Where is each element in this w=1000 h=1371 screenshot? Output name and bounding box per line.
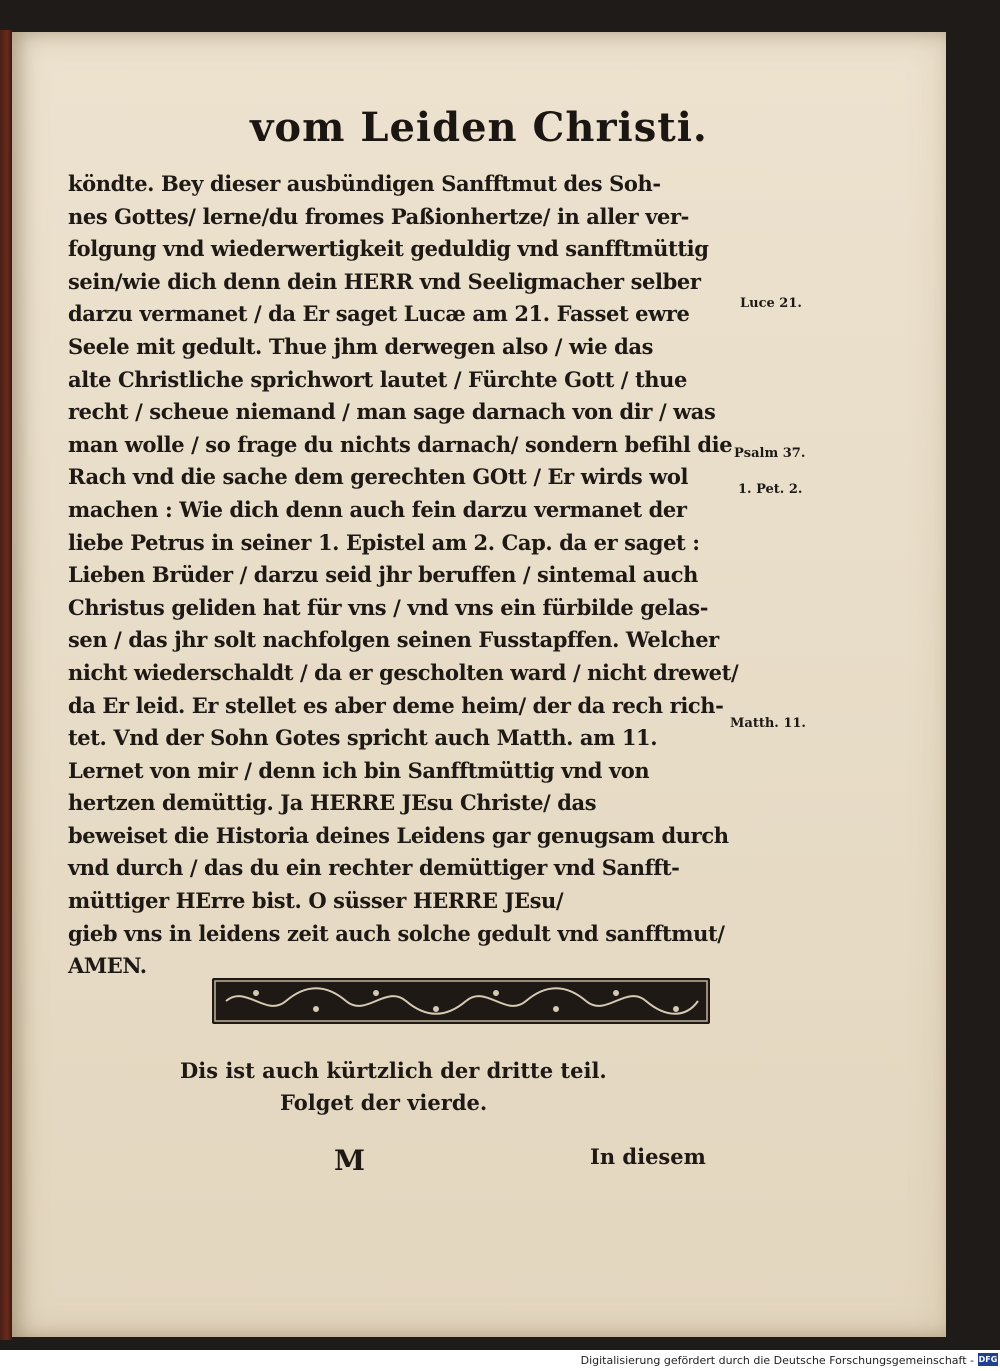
text-line: darzu vermanet / da Er saget Lucæ am 21. Fasset ewre (68, 301, 690, 327)
text-line: folgung vnd wiederwertigkeit geduldig vnd sanfftmüttig (68, 236, 709, 262)
dfg-logo: DFG (978, 1355, 998, 1364)
text-line: vnd durch / das du ein rechter demüttiger vnd Sanfft- (68, 855, 680, 881)
text-line: recht / scheue niemand / man sage darnach von dir / was (68, 399, 716, 425)
text-line: Lieben Brüder / darzu seid jhr beruffen / sintemal auch (68, 562, 699, 588)
text-line: nes Gottes/ lerne/du fromes Paßionhertze/ in aller ver- (68, 203, 689, 229)
text-line: nicht wiederschaldt / da er gescholten ward / nicht drewet/ (68, 659, 739, 685)
funding-credit: Digitalisierung gefördert durch die Deutsche Forschungsgemeinschaft - (580, 1354, 974, 1367)
text-line: liebe Petrus in seiner 1. Epistel am 2. Cap. da er saget : (68, 529, 700, 555)
catchword: In diesem (590, 1144, 706, 1169)
text-line: da Er leid. Er stellet es aber deme heim/ der da rech rich- (68, 692, 724, 718)
book-spine (0, 30, 12, 1340)
closing-line-2: Folget der vierde. (280, 1090, 488, 1115)
decorative-ornament-band (212, 978, 710, 1024)
closing-line-1: Dis ist auch kürtzlich der dritte teil. (180, 1058, 607, 1083)
text-line: Seele mit gedult. Thue jhm derwegen also / wie das (68, 333, 653, 359)
text-line: man wolle / so frage du nichts darnach/ sondern befihl die (68, 431, 733, 457)
text-line: Lernet von mir / denn ich bin Sanfftmüttig vnd von (68, 757, 650, 783)
text-line: alte Christliche sprichwort lautet / Fürchte Gott / thue (68, 366, 687, 392)
text-line: Rach vnd die sache dem gerechten GOtt / Er wirds wol (68, 464, 689, 490)
text-line: sein/wie dich denn dein HERR vnd Seeligmacher selber (68, 268, 701, 294)
text-line: tet. Vnd der Sohn Gotes spricht auch Matth. am 11. (68, 725, 658, 751)
text-line: Christus geliden hat für vns / vnd vns ein fürbilde gelas- (68, 594, 709, 620)
margin-note-luce: Luce 21. (740, 296, 802, 311)
running-head: vom Leiden Christi. (250, 104, 708, 151)
text-line: sen / das jhr solt nachfolgen seinen Fusstapffen. Welcher (68, 627, 719, 653)
text-line: müttiger HErre bist. O süsser HERRE JEsu/ (68, 888, 564, 914)
book-page (12, 32, 946, 1337)
text-line: hertzen demüttig. Ja HERRE JEsu Christe/ das (68, 790, 597, 816)
text-line: beweiset die Historia deines Leidens gar genugsam durch (68, 822, 729, 848)
text-line: köndte. Bey dieser ausbündigen Sanfftmut des Soh- (68, 171, 661, 196)
margin-note-petri: 1. Pet. 2. (738, 482, 803, 497)
text-line: machen : Wie dich denn auch fein darzu vermanet der (68, 496, 687, 522)
text-line: gieb vns in leidens zeit auch solche gedult vnd sanfftmut/ (68, 920, 725, 946)
body-text (68, 168, 739, 983)
text-line: AMEN. (68, 953, 147, 979)
signature-mark: M (334, 1144, 365, 1177)
margin-note-matth: Matth. 11. (730, 716, 806, 731)
margin-note-psalm: Psalm 37. (734, 446, 806, 461)
